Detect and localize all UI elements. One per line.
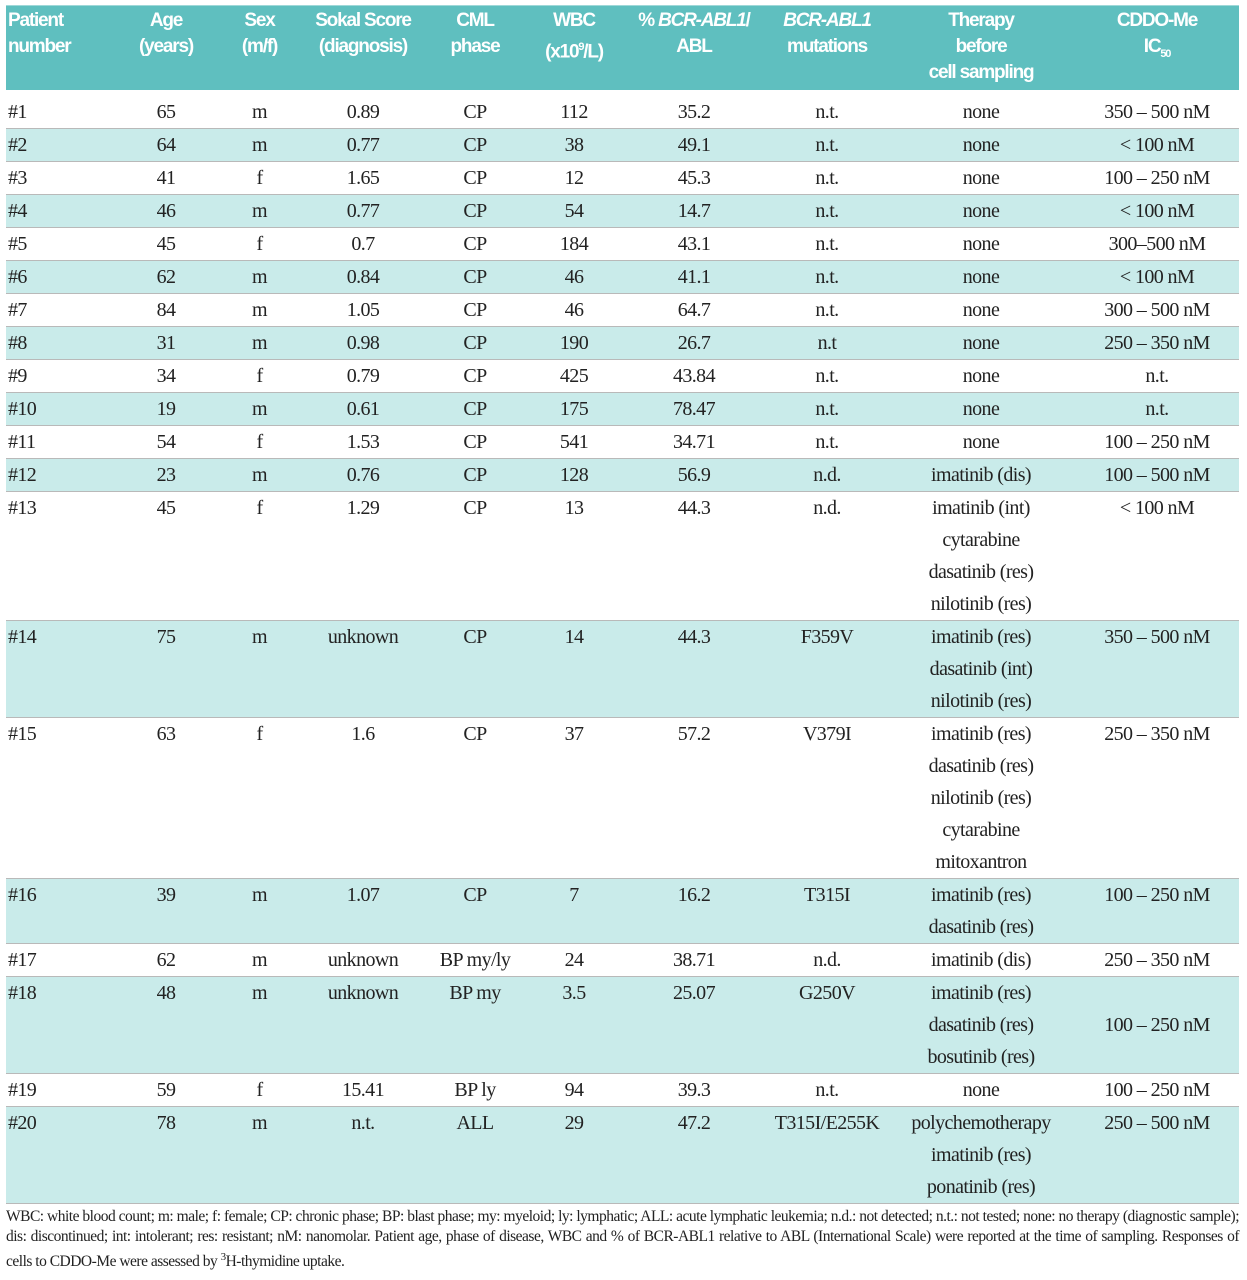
table-row	[6, 90, 1239, 129]
table-row	[6, 621, 1239, 718]
cell-sokal-score: 15.41	[303, 1074, 423, 1107]
cell-mutations: n.d.	[767, 492, 887, 621]
cell-sex: f	[216, 492, 303, 621]
cell-patient-number: #17	[6, 944, 116, 977]
cell-sokal-score: 0.98	[303, 327, 423, 360]
cell-wbc: 128	[527, 459, 621, 492]
cell-cml-phase: CP	[423, 718, 527, 879]
cell-ic50: 100 – 500 nM	[1075, 459, 1239, 492]
cell-age: 48	[116, 977, 216, 1074]
cell-ic50: 300 – 500 nM	[1075, 294, 1239, 327]
header-sex: Sex (m/f)	[216, 6, 303, 90]
cell-wbc: 12	[527, 162, 621, 195]
table-footnote: WBC: white blood count; m: male; f: female; CP: chronic phase; BP: blast phase; my: myeloid; ly: lymphatic; ALL: acute lymphatic leukemia; n.d.: not detected; n.t.: not tested; none: no therapy (diagnostic sample); dis: discontinued; int: intolerant; res: resistant; nM: nanomolar. Patient age, phase of disease, WBC and % of BCR-ABL1 relative to ABL (International Scale) were reported at the time of sampling. Responses of cells to CDDO-Me were assessed by $^3$H-thymidine uptake.	[6, 1208, 1239, 1271]
cell-age: 31	[116, 327, 216, 360]
cell-sokal-score: 1.65	[303, 162, 423, 195]
cell-sex: f	[216, 426, 303, 459]
cell-mutations: n.t.	[767, 393, 887, 426]
cell-ic50: 100 – 250 nM	[1075, 879, 1239, 944]
cell-patient-number: #3	[6, 162, 116, 195]
cell-mutations: n.t.	[767, 426, 887, 459]
cell-sokal-score: 0.77	[303, 195, 423, 228]
table-row	[6, 294, 1239, 327]
cell-therapy	[887, 621, 1075, 718]
therapy-line: none	[962, 398, 1000, 420]
cell-sex: m	[216, 977, 303, 1074]
header-wbc: WBC $(x10^9/L)$	[527, 6, 621, 90]
therapy-line: imatinib (int)	[932, 497, 1030, 519]
cell-wbc: 3.5	[527, 977, 621, 1074]
cell-age: 46	[116, 195, 216, 228]
cell-cml-phase: CP	[423, 426, 527, 459]
cell-age: 63	[116, 718, 216, 879]
cell-therapy	[887, 294, 1075, 327]
cell-patient-number: #7	[6, 294, 116, 327]
cell-age: 54	[116, 426, 216, 459]
cell-sex: m	[216, 261, 303, 294]
therapy-line: none	[962, 266, 1000, 288]
cell-wbc: 24	[527, 944, 621, 977]
cell-sokal-score: 0.89	[303, 90, 423, 129]
cell-therapy	[887, 426, 1075, 459]
cell-bcr-abl1-percent: 26.7	[621, 327, 767, 360]
cell-patient-number: #5	[6, 228, 116, 261]
cell-mutations: n.t	[767, 327, 887, 360]
cell-patient-number: #6	[6, 261, 116, 294]
cell-wbc: 29	[527, 1107, 621, 1204]
cell-age: 75	[116, 621, 216, 718]
cell-age: 34	[116, 360, 216, 393]
header-sokal-score: Sokal Score (diagnosis)	[303, 6, 423, 90]
cell-patient-number: #10	[6, 393, 116, 426]
cell-age: 78	[116, 1107, 216, 1204]
therapy-line: imatinib (res)	[931, 982, 1031, 1004]
cell-mutations: T315I/E255K	[767, 1107, 887, 1204]
table-row	[6, 261, 1239, 294]
cell-therapy	[887, 1107, 1075, 1204]
therapy-line: cytarabine	[942, 529, 1020, 551]
therapy-line: imatinib (res)	[931, 1144, 1031, 1166]
cell-patient-number: #8	[6, 327, 116, 360]
cell-sex: m	[216, 944, 303, 977]
therapy-line: none	[962, 1079, 1000, 1101]
cell-bcr-abl1-percent: 64.7	[621, 294, 767, 327]
cell-therapy	[887, 1074, 1075, 1107]
cell-therapy	[887, 879, 1075, 944]
therapy-line: imatinib (dis)	[931, 464, 1031, 486]
header-therapy: Therapy before cell sampling	[887, 6, 1075, 90]
cell-ic50: 250 – 350 nM	[1075, 944, 1239, 977]
cell-wbc: 13	[527, 492, 621, 621]
cell-cml-phase: CP	[423, 621, 527, 718]
cell-mutations: n.t.	[767, 90, 887, 129]
cell-age: 23	[116, 459, 216, 492]
cell-bcr-abl1-percent: 25.07	[621, 977, 767, 1074]
cell-wbc: 175	[527, 393, 621, 426]
table-row	[6, 1107, 1239, 1204]
cell-therapy	[887, 129, 1075, 162]
cell-cml-phase: CP	[423, 162, 527, 195]
cell-therapy	[887, 360, 1075, 393]
cell-mutations: n.t.	[767, 129, 887, 162]
cell-sex: f	[216, 718, 303, 879]
cell-therapy	[887, 261, 1075, 294]
cell-age: 62	[116, 261, 216, 294]
cell-mutations: n.d.	[767, 944, 887, 977]
therapy-line: imatinib (dis)	[931, 949, 1031, 971]
table-top-rule	[6, 5, 1239, 6]
cell-therapy	[887, 944, 1075, 977]
therapy-line: ponatinib (res)	[926, 1176, 1036, 1198]
cell-patient-number: #14	[6, 621, 116, 718]
therapy-line: dasatinib (res)	[928, 561, 1034, 583]
therapy-line: nilotinib (res)	[930, 787, 1032, 809]
cell-bcr-abl1-percent: 34.71	[621, 426, 767, 459]
table-row	[6, 195, 1239, 228]
header-mutations: BCR-ABL1 mutations	[767, 6, 887, 90]
cell-ic50: 300–500 nM	[1075, 228, 1239, 261]
cell-sex: m	[216, 294, 303, 327]
cell-cml-phase: BP my	[423, 977, 527, 1074]
cell-wbc: 46	[527, 261, 621, 294]
cell-sex: m	[216, 621, 303, 718]
cell-patient-number: #2	[6, 129, 116, 162]
cell-patient-number: #18	[6, 977, 116, 1074]
table-row	[6, 360, 1239, 393]
cell-age: 65	[116, 90, 216, 129]
header-ic50: CDDO-Me $IC_{50}$	[1075, 6, 1239, 90]
cell-age: 19	[116, 393, 216, 426]
cell-cml-phase: CP	[423, 228, 527, 261]
cell-sokal-score: n.t.	[303, 1107, 423, 1204]
cell-therapy	[887, 459, 1075, 492]
cell-mutations: n.t.	[767, 261, 887, 294]
cell-therapy	[887, 327, 1075, 360]
table-row	[6, 129, 1239, 162]
header-cml-phase: CML phase	[423, 6, 527, 90]
table-row	[6, 1074, 1239, 1107]
therapy-line: none	[962, 299, 1000, 321]
table-row	[6, 228, 1239, 261]
cell-bcr-abl1-percent: 47.2	[621, 1107, 767, 1204]
cell-sex: m	[216, 327, 303, 360]
therapy-line: dasatinib (res)	[928, 1014, 1034, 1036]
cell-sokal-score: 1.05	[303, 294, 423, 327]
therapy-line: imatinib (res)	[931, 884, 1031, 906]
cell-bcr-abl1-percent: 43.84	[621, 360, 767, 393]
cell-cml-phase: CP	[423, 90, 527, 129]
cell-sokal-score: 1.07	[303, 879, 423, 944]
cell-bcr-abl1-percent: 39.3	[621, 1074, 767, 1107]
cell-bcr-abl1-percent: 57.2	[621, 718, 767, 879]
cell-ic50: < 100 nM	[1075, 129, 1239, 162]
cell-age: 84	[116, 294, 216, 327]
cell-patient-number: #9	[6, 360, 116, 393]
table-row	[6, 944, 1239, 977]
cell-bcr-abl1-percent: 16.2	[621, 879, 767, 944]
cell-patient-number: #1	[6, 90, 116, 129]
table-row	[6, 393, 1239, 426]
cell-mutations: n.t.	[767, 162, 887, 195]
cell-mutations: n.t.	[767, 360, 887, 393]
therapy-line: dasatinib (res)	[928, 916, 1034, 938]
cell-sokal-score: 1.6	[303, 718, 423, 879]
cell-wbc: 112	[527, 90, 621, 129]
cell-bcr-abl1-percent: 35.2	[621, 90, 767, 129]
cell-mutations: G250V	[767, 977, 887, 1074]
cell-wbc: 37	[527, 718, 621, 879]
therapy-line: nilotinib (res)	[930, 593, 1032, 615]
cell-sex: f	[216, 360, 303, 393]
cell-age: 64	[116, 129, 216, 162]
cell-bcr-abl1-percent: 49.1	[621, 129, 767, 162]
cell-age: 39	[116, 879, 216, 944]
therapy-line: cytarabine	[942, 819, 1020, 841]
cell-cml-phase: ALL	[423, 1107, 527, 1204]
cell-therapy	[887, 718, 1075, 879]
patient-table	[6, 0, 1239, 1272]
cell-therapy	[887, 90, 1075, 129]
cell-therapy	[887, 492, 1075, 621]
cell-wbc: 46	[527, 294, 621, 327]
table-row	[6, 162, 1239, 195]
cell-bcr-abl1-percent: 43.1	[621, 228, 767, 261]
table-row	[6, 718, 1239, 879]
cell-bcr-abl1-percent: 14.7	[621, 195, 767, 228]
cell-bcr-abl1-percent: 44.3	[621, 492, 767, 621]
cell-ic50: n.t.	[1075, 393, 1239, 426]
cell-wbc: 14	[527, 621, 621, 718]
cell-patient-number: #13	[6, 492, 116, 621]
cell-sokal-score: 0.7	[303, 228, 423, 261]
cell-sokal-score: 0.79	[303, 360, 423, 393]
cell-therapy	[887, 393, 1075, 426]
cell-patient-number: #20	[6, 1107, 116, 1204]
cell-sokal-score: 0.61	[303, 393, 423, 426]
cell-mutations: n.t.	[767, 228, 887, 261]
cell-ic50: 350 – 500 nM	[1075, 621, 1239, 718]
cell-ic50: n.t.	[1075, 360, 1239, 393]
cell-ic50: 250 – 350 nM	[1075, 718, 1239, 879]
cell-patient-number: #19	[6, 1074, 116, 1107]
cell-cml-phase: CP	[423, 261, 527, 294]
therapy-line: imatinib (res)	[931, 626, 1031, 648]
cell-mutations: n.t.	[767, 195, 887, 228]
cell-mutations: n.t.	[767, 1074, 887, 1107]
cell-bcr-abl1-percent: 78.47	[621, 393, 767, 426]
cell-wbc: 541	[527, 426, 621, 459]
cell-ic50: 250 – 350 nM	[1075, 327, 1239, 360]
cell-sokal-score: 0.76	[303, 459, 423, 492]
cell-age: 41	[116, 162, 216, 195]
cell-therapy	[887, 162, 1075, 195]
cell-ic50: 100 – 250 nM	[1075, 1074, 1239, 1107]
cell-cml-phase: CP	[423, 129, 527, 162]
table-body	[6, 90, 1239, 1204]
cell-bcr-abl1-percent: 38.71	[621, 944, 767, 977]
therapy-line: imatinib (res)	[931, 723, 1031, 745]
cell-ic50: 100 – 250 nM	[1075, 162, 1239, 195]
cell-patient-number: #11	[6, 426, 116, 459]
cell-mutations: T315I	[767, 879, 887, 944]
cell-cml-phase: CP	[423, 459, 527, 492]
table-row	[6, 459, 1239, 492]
therapy-line: none	[962, 332, 1000, 354]
cell-sex: m	[216, 129, 303, 162]
header-bcr-abl1-percent: % BCR-ABL1/ ABL	[621, 6, 767, 90]
cell-sokal-score: 1.29	[303, 492, 423, 621]
header-patient-number: Patient number	[6, 6, 116, 90]
cell-bcr-abl1-percent: 41.1	[621, 261, 767, 294]
cell-bcr-abl1-percent: 44.3	[621, 621, 767, 718]
cell-ic50: < 100 nM	[1075, 195, 1239, 228]
cell-sex: f	[216, 162, 303, 195]
cell-therapy	[887, 228, 1075, 261]
cell-therapy	[887, 977, 1075, 1074]
cell-ic50: 100 – 250 nM	[1075, 426, 1239, 459]
therapy-line: none	[962, 101, 1000, 123]
table-row	[6, 426, 1239, 459]
cell-age: 45	[116, 228, 216, 261]
cell-mutations: n.t.	[767, 294, 887, 327]
cell-wbc: 425	[527, 360, 621, 393]
table-row	[6, 879, 1239, 944]
cell-wbc: 190	[527, 327, 621, 360]
header-row	[6, 6, 1239, 90]
cell-sex: m	[216, 393, 303, 426]
cell-mutations: F359V	[767, 621, 887, 718]
cell-cml-phase: BP my/ly	[423, 944, 527, 977]
cell-bcr-abl1-percent: 56.9	[621, 459, 767, 492]
cell-sokal-score: unknown	[303, 944, 423, 977]
cell-patient-number: #4	[6, 195, 116, 228]
cell-wbc: 54	[527, 195, 621, 228]
cell-ic50: < 100 nM	[1075, 261, 1239, 294]
therapy-line: mitoxantron	[935, 851, 1027, 873]
cell-sokal-score: 0.77	[303, 129, 423, 162]
cell-sex: m	[216, 90, 303, 129]
therapy-line: nilotinib (res)	[930, 690, 1032, 712]
cell-sokal-score: 1.53	[303, 426, 423, 459]
cell-cml-phase: CP	[423, 294, 527, 327]
cell-cml-phase: CP	[423, 393, 527, 426]
cell-cml-phase: CP	[423, 879, 527, 944]
cell-sex: m	[216, 195, 303, 228]
cell-sokal-score: unknown	[303, 977, 423, 1074]
cell-sex: m	[216, 459, 303, 492]
cell-patient-number: #16	[6, 879, 116, 944]
cell-sex: f	[216, 1074, 303, 1107]
cell-sex: m	[216, 1107, 303, 1204]
cell-mutations: V379I	[767, 718, 887, 879]
cell-patient-number: #15	[6, 718, 116, 879]
cell-sokal-score: 0.84	[303, 261, 423, 294]
cell-sokal-score: unknown	[303, 621, 423, 718]
therapy-line: polychemotherapy	[911, 1112, 1051, 1134]
therapy-line: none	[962, 431, 1000, 453]
cell-age: 59	[116, 1074, 216, 1107]
therapy-line: none	[962, 365, 1000, 387]
cell-age: 45	[116, 492, 216, 621]
cell-ic50: 250 – 500 nM	[1075, 1107, 1239, 1204]
cell-wbc: 94	[527, 1074, 621, 1107]
cell-cml-phase: CP	[423, 492, 527, 621]
table-row	[6, 977, 1239, 1074]
therapy-line: dasatinib (int)	[929, 658, 1033, 680]
table-row	[6, 492, 1239, 621]
cell-bcr-abl1-percent: 45.3	[621, 162, 767, 195]
therapy-line: none	[962, 167, 1000, 189]
cell-age: 62	[116, 944, 216, 977]
cell-mutations: n.d.	[767, 459, 887, 492]
cell-cml-phase: CP	[423, 360, 527, 393]
therapy-line: bosutinib (res)	[927, 1046, 1035, 1068]
cell-sex: f	[216, 228, 303, 261]
cell-wbc: 38	[527, 129, 621, 162]
cell-cml-phase: CP	[423, 195, 527, 228]
therapy-line: none	[962, 200, 1000, 222]
cell-wbc: 184	[527, 228, 621, 261]
therapy-line: none	[962, 233, 1000, 255]
cell-ic50: 350 – 500 nM	[1075, 90, 1239, 129]
cell-cml-phase: CP	[423, 327, 527, 360]
therapy-line: dasatinib (res)	[928, 755, 1034, 777]
cell-ic50: < 100 nM	[1075, 492, 1239, 621]
cell-cml-phase: BP ly	[423, 1074, 527, 1107]
cell-therapy	[887, 195, 1075, 228]
therapy-line: none	[962, 134, 1000, 156]
cell-ic50: 100 – 250 nM	[1075, 977, 1239, 1074]
header-age: Age (years)	[116, 6, 216, 90]
table-row	[6, 327, 1239, 360]
cell-wbc: 7	[527, 879, 621, 944]
cell-patient-number: #12	[6, 459, 116, 492]
cell-sex: m	[216, 879, 303, 944]
